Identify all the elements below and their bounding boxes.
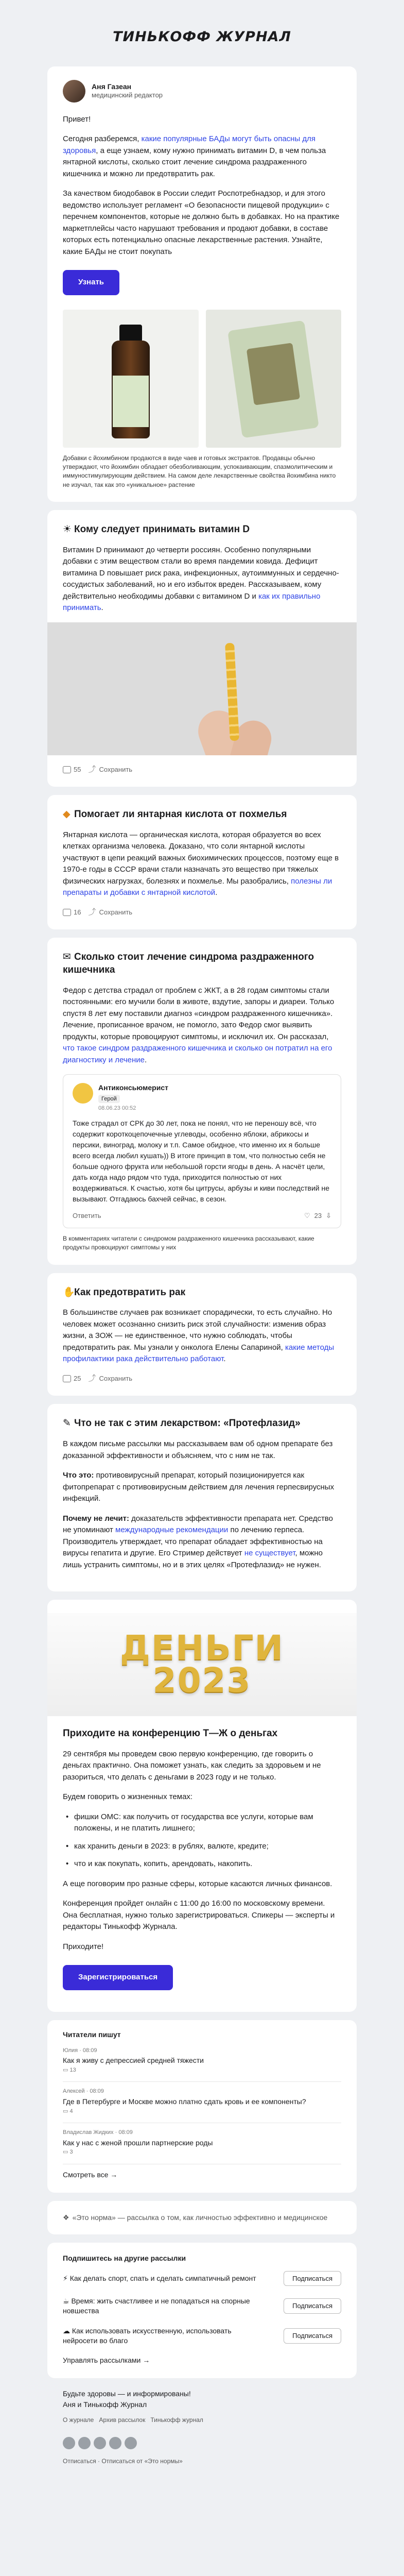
manage-subscriptions-link[interactable]: Управлять рассылками →: [63, 2355, 150, 2364]
footer-sign-off: Будьте здоровы — и информированы!: [63, 2389, 191, 2398]
medicine-intro: В каждом письме рассылки мы рассказываем вам об одном препарате без доказанной эффективности и объясняем, что с ним не так.: [63, 1439, 333, 1460]
zen-icon[interactable]: [109, 2437, 121, 2449]
medicine-card: [47, 1404, 357, 1591]
comments-button[interactable]: 55: [63, 765, 81, 775]
ok-icon[interactable]: [125, 2437, 137, 2449]
succinic-acid-card: [47, 795, 357, 929]
vote-count: 23: [314, 1211, 322, 1219]
comment-icon: [63, 909, 71, 916]
author-name: Аня Газеан: [92, 82, 132, 91]
save-button[interactable]: ⤴ Сохранить: [88, 765, 132, 775]
subscribe-button[interactable]: Подписаться: [284, 2271, 341, 2286]
subscribe-button[interactable]: Подписаться: [284, 2298, 341, 2314]
footer-link[interactable]: Тинькофф журнал: [150, 2416, 203, 2424]
list-item: ☁ Как использовать искусственную, использовать нейросети во благо Подписаться: [63, 2321, 341, 2351]
greeting: Привет!: [63, 114, 91, 124]
comment-icon: ▭: [63, 2066, 70, 2073]
cup-icon: ☕: [63, 2297, 69, 2306]
like-icon[interactable]: ♡: [304, 1211, 310, 1219]
vitamin-d-card: [47, 510, 357, 787]
comments-button[interactable]: 16: [63, 907, 81, 918]
footer-link[interactable]: О журнале: [63, 2416, 94, 2424]
yohimbine-bottle-photo: [63, 310, 199, 448]
ibs-card: [47, 938, 357, 1264]
list-item[interactable]: Алексей · 08:09 Где в Петербурге и Москве можно платно сдать кровь и ее компоненты? ▭ 4: [63, 2082, 341, 2123]
cancer-actions: [63, 1374, 341, 1384]
ibs-title: ✉ Сколько стоит лечение синдрома раздраженного кишечника: [63, 952, 314, 976]
list-item: • как хранить деньги в 2023: в рублях, валюте, кредите;: [63, 1841, 341, 1853]
author-avatar: [63, 80, 85, 103]
learn-button[interactable]: Узнать: [63, 270, 119, 295]
list-item: ☕ Время: жить счастливее и не попадаться на спорные новшества Подписаться: [63, 2291, 341, 2321]
readers-title: Читатели пишут: [63, 2030, 121, 2039]
money-2023-banner[interactable]: ДЕНЬГИ 2023: [47, 1613, 357, 1716]
intro-paragraph: Сегодня разберемся, какие популярные БАДы могут быть опасны для здоровья, а еще узнаем, кому нужно принимать витамин D, в чем польза янтарной кислоты, сколько стоит лечение синдрома раздраженного кишечника и можно ли предотвратить рак.: [63, 134, 326, 178]
norm-newsletter-card: ❖ «Это норма» — рассылка о том, как личностью эффективно и медицинское: [47, 2201, 357, 2234]
dietary-supplements-link[interactable]: какие популярные БАДы могут быть опасны для здоровья: [63, 134, 316, 155]
list-item[interactable]: Юлия · 08:09 Как я живу с депрессией средней тяжести ▭ 13: [63, 2041, 341, 2082]
succinic-acid-actions: [63, 907, 341, 918]
commenter-name: Антиконсьюмерист: [98, 1083, 168, 1092]
diamond-icon: ◆: [63, 809, 71, 820]
comment-icon: [63, 766, 71, 773]
vitamin-d-actions: [63, 765, 341, 775]
comment-icon: ▭: [63, 2149, 70, 2156]
cloud-icon: ☁: [63, 2326, 70, 2335]
list-item: ⚡ Как делать спорт, спать и сделать симпатичный ремонт Подписаться: [63, 2266, 341, 2292]
envelope-icon: ✉: [63, 952, 71, 963]
unsubscribe-links[interactable]: Отписаться · Отписаться от «Это нормы»: [63, 2457, 183, 2465]
telegram-icon[interactable]: [63, 2437, 75, 2449]
supplements-photos: [63, 310, 341, 448]
conference-card: [47, 1600, 357, 2012]
conference-title: Приходите на конференцию Т—Ж о деньгах: [63, 1728, 278, 1739]
footer-link[interactable]: Архив рассылок: [99, 2416, 146, 2424]
succinic-acid-text: Янтарная кислота — органическая кислота, которая образуется во всех клетках организма человека. Доказано, что соли янтарной кислоты участвуют в цепи реакций важных биохимических процессов, поэтому еще в 1970-е годы в СССР врачи стали назначать это вещество при тяжелых физических нагрузках, болезнях и похмелье. Мы разобрались, полезны ли препараты и добавки с янтарной кислотой.: [63, 830, 339, 897]
not-exist-link[interactable]: не существует: [244, 1549, 295, 1558]
sun-icon: ☀: [63, 524, 72, 535]
footer: [47, 2386, 357, 2486]
succinic-acid-link[interactable]: полезны ли препараты и добавки с янтарной кислотой: [63, 876, 332, 897]
save-icon: [88, 1375, 96, 1382]
vitamin-d-title: ☀ Кому следует принимать витамин D: [63, 523, 341, 536]
conference-p3: А еще поговорим про разные сферы, которые касаются личных финансов.: [63, 1879, 332, 1888]
save-button[interactable]: ⤴ Сохранить: [88, 907, 132, 918]
medicine-what: Что это: противовирусный препарат, который позиционируется как фитопрепарат с противовирусным действием для лечения герпесвирусных инфекций.: [63, 1471, 335, 1503]
supplements-paragraph: За качеством биодобавок в России следит Роспотребнадзор, и для этого ведомство использует регламент «О безопасности пищевой продукции» с перечнем компонентов, которые не должно быть в добавках. Но на практике маркетплейсы часто нарушают требования и продают добавки, в составе которых есть потенциально опасные лекарственные растения. Узнайте, какие БАДы не стоит покупать: [63, 189, 340, 256]
cancer-prevention-link[interactable]: какие методы профилактики рака действительно работают: [63, 1343, 335, 1364]
save-icon: [88, 766, 96, 773]
subscriptions-card: [47, 2243, 357, 2378]
conference-p2: Будем говорить о жизненных темах:: [63, 1792, 193, 1802]
ibs-text: Федор с детства страдал от проблем с ЖКТ, а в 28 годам симптомы стали постоянными: его мучили боли в животе, вздутие, запоры и диареи. Только спустя 8 лет ему поставили диагноз «синдром раздраженного кишечника». Лечение, прописанное врачом, не помогло, зато Федор смог выявить продукты, которые провоцируют симптомы, и исключил их. Он рассказал, что такое синдром раздраженного кишечника и сколько он потратил на его диагностику и лечение.: [63, 986, 335, 1064]
vitamin-capsules-image: [47, 622, 357, 755]
vitamin-d-link[interactable]: как их правильно принимать: [63, 591, 321, 613]
comment-text: Тоже страдал от СРК до 30 лет, пока не понял, что не переношу всё, что содержит короткоцепочечные углеводы, особенно яблоки, абрикосы и персики, виноград, молоку и т.п. Самое обидное, что именно их я больше всего всегда любил кушать)) В итоге принцип в том, что полностью себя не больше одного фрукта или небольшой горсти ягоды в день. А насчёт цели, дать когда надо рядом что туда, приходится полностью от них воздерживаться. К счастью, хотя бы цитрусы, арбузы и киви последствий не вызывают. Отгадаюсь бахчей сейчас, в сезон.: [73, 1118, 330, 1203]
conference-p5: Приходите!: [63, 1942, 104, 1951]
pill-icon: ✎: [63, 1418, 71, 1429]
cancer-card: [47, 1273, 357, 1396]
hand-icon: ✋: [63, 1286, 75, 1298]
ibs-link[interactable]: что такое синдром раздраженного кишечника и сколько он потратил на его диагностику и лечение: [63, 1044, 332, 1064]
cancer-text: В большинстве случаев рак возникает спорадически, то есть случайно. Но человек может осознанно снизить риск этой случайности: изменив образ жизни, а ЗОЖ — не единственное, что нужно соблюдать, чтобы предотвратить рак. Мы узнали у онколога Елены Сапариной, какие методы профилактики рака действительно работают.: [63, 1308, 335, 1364]
commenter-badge: Герой: [98, 1095, 120, 1104]
social-links: [63, 2437, 341, 2449]
youtube-icon[interactable]: [94, 2437, 106, 2449]
comment-date: 08.06.23 00:52: [98, 1105, 136, 1111]
comments-button[interactable]: 25: [63, 1374, 81, 1384]
medicine-title: ✎ Что не так с этим лекарством: «Протефлазид»: [63, 1417, 341, 1430]
lightning-icon: ⚡: [63, 2274, 68, 2282]
reply-link[interactable]: Ответить: [73, 1211, 101, 1219]
commenter-avatar: [73, 1083, 93, 1104]
yohimbine-tea-bag-photo: [206, 310, 342, 448]
conference-topics: [63, 1811, 341, 1870]
photos-caption: Добавки с йохимбином продаются в виде чаев и готовых экстрактов. Продавцы обычно утверждают, что йохимбин обладает обезболивающим, успокаивающим, спазмолитическим и иммуностимулирующим действием. На самом деле лекарственные свойства йохимбина никто не изучал, так как это «уникальное» растение: [63, 454, 336, 488]
comment-icon: [63, 1375, 71, 1382]
subscribe-button[interactable]: Подписаться: [284, 2328, 341, 2344]
readers-card: [47, 2020, 357, 2193]
guidelines-link[interactable]: международные рекомендации: [115, 1526, 229, 1535]
dislike-icon[interactable]: ⇩: [326, 1211, 331, 1219]
newsletter-icon: ❖: [63, 2213, 69, 2222]
save-icon: [88, 909, 96, 916]
list-item: • фишки ОМС: как получить от государства все услуги, которые вам положены, и не платить лишнего;: [63, 1811, 341, 1835]
conference-p1: 29 сентября мы проведем свою первую конференцию, где говорить о деньгах практично. Она поможет узнать, как следить за здоровьем и не разориться, что делать с деньгами в 2023 году и не только.: [63, 1749, 321, 1782]
conference-p4: Конференция пройдет онлайн с 11:00 до 16:00 по московскому времени. Она бесплатная, нужно только зарегистрироваться. Спикеры — эксперты и редакторы Тинькофф Журнала.: [63, 1899, 335, 1931]
tinkoff-journal-logo[interactable]: ТИНЬКОФФ ЖУРНАЛ: [113, 29, 291, 45]
footer-links: [63, 2410, 341, 2428]
comment-icon: ▭: [63, 2108, 70, 2114]
cancer-title: ✋Как предотвратить рак: [63, 1286, 341, 1299]
medicine-why: Почему не лечит: доказательств эффективности препарата нет. Средство не упоминают международные рекомендации по лечению герпеса. Производитель утверждает, что препарат обладает эффективностью на вирусы гепатита и другие. Его Стример действует не существует, можно лишь устранить симптомы, но и в этих целях «Протефлазид» не нужен.: [63, 1514, 333, 1569]
footer-signature: Аня и Тинькофф Журнал: [63, 2400, 147, 2409]
list-item[interactable]: Владислав Жидких · 08:09 Как у нас с женой прошли партнерские роды ▭ 3: [63, 2123, 341, 2164]
save-button[interactable]: ⤴ Сохранить: [88, 1374, 132, 1384]
author-block: [63, 80, 341, 103]
see-all-link[interactable]: Смотреть все →: [63, 2170, 118, 2179]
vk-icon[interactable]: [78, 2437, 91, 2449]
ibs-caption: В комментариях читатели с синдромом раздраженного кишечника рассказывают, какие продукты провоцируют симптомы у них: [63, 1235, 314, 1251]
author-role: медицинский редактор: [92, 91, 163, 99]
vitamin-d-text: Витамин D принимают до четверти россиян. Особенно популярными добавки с этим веществом стали во время пандемии ковида. Дефицит витамина D повышает риск рака, инфекционных, аутоиммунных и сердечно-сосудистых заболеваний, но и его избыток вреден. Рассказываем, кому действительно необходимы добавки с витамином D и как их правильно принимать.: [63, 545, 339, 613]
intro-card: [47, 66, 357, 502]
register-button[interactable]: Зарегистрироваться: [63, 1965, 173, 1990]
subscriptions-title: Подпишитесь на другие рассылки: [63, 2253, 186, 2262]
succinic-acid-title: ◆ Помогает ли янтарная кислота от похмелья: [63, 808, 341, 821]
reader-comment: [63, 1074, 341, 1228]
list-item: • что и как покупать, копить, арендовать, накопить.: [63, 1858, 341, 1870]
